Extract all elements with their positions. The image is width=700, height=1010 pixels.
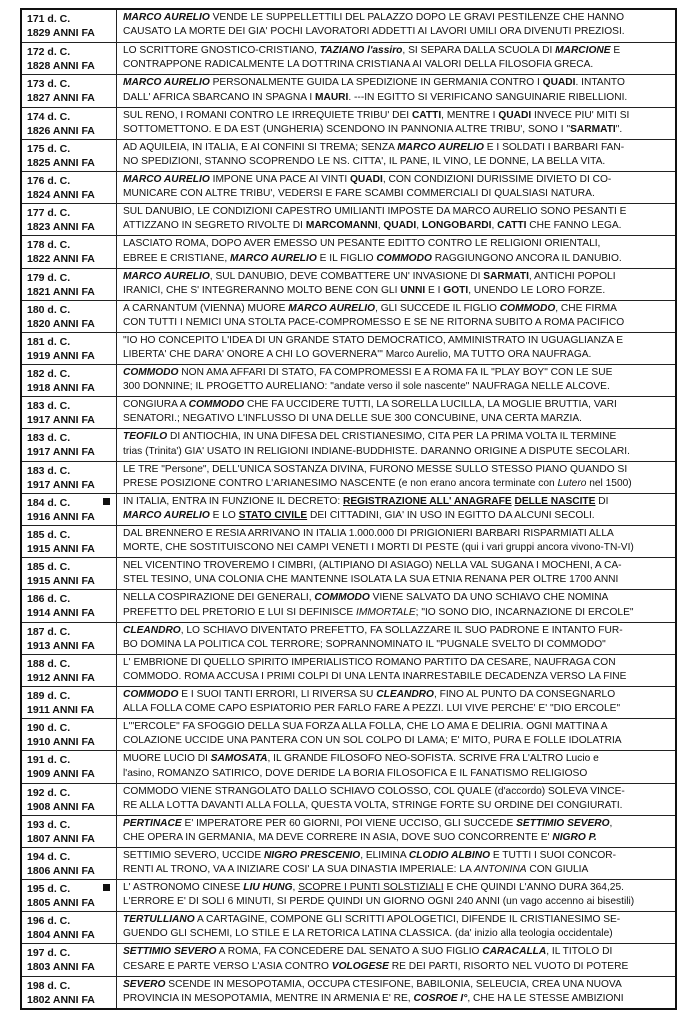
years-ago-label: 1807 ANNI FA: [27, 832, 95, 845]
table-row: [22, 461, 675, 493]
date-cell: [22, 365, 117, 396]
years-ago-label: 1825 ANNI FA: [27, 156, 95, 169]
years-ago-label: 1910 ANNI FA: [27, 736, 95, 749]
event-line: TEOFILO DI ANTIOCHIA, IN UNA DIFESA DEL CRISTIANESIMO, CITA PER LA PRIMA VOLTA IL TERMINE: [123, 431, 617, 443]
year-label: 172 d. C.: [27, 46, 71, 59]
years-ago-label: 1826 ANNI FA: [27, 124, 95, 137]
year-label: 178 d. C.: [27, 239, 71, 252]
event-text: [117, 977, 675, 1008]
event-line: GUENDO GLI SCHEMI, LO STILE E LA RETORICA LATINA CLASSICA. (da' inizio alla teologia occidentale): [123, 928, 613, 940]
date-cell: [22, 880, 117, 911]
event-line: ALLA FOLLA COME CAPO ESPIATORIO PER FARLO FARE A PEZZI. LUI VIVE PERCHE' E' "DIO ERCOLE": [123, 703, 621, 715]
event-line: CHE OPERA IN GERMANIA, MA DEVE CORRERE IN ASIA, DOVE SUO CONCORRENTE E' NIGRO P.: [123, 831, 597, 843]
years-ago-label: 1916 ANNI FA: [27, 510, 95, 523]
event-line: A CARNANTUM (VIENNA) MUORE MARCO AURELIO, GLI SUCCEDE IL FIGLIO COMMODO, CHE FIRMA: [123, 302, 617, 314]
table-row: [22, 171, 675, 203]
years-ago-label: 1909 ANNI FA: [27, 768, 95, 781]
years-ago-label: 1804 ANNI FA: [27, 929, 95, 942]
event-line: NO SPEDIZIONI, STANNO SCOPRENDO LE NS. CITTA', IL PANE, IL VINO, LE DONNE, LA BELLA VITA.: [123, 155, 606, 167]
year-label: 182 d. C.: [27, 368, 71, 381]
table-row: [22, 654, 675, 686]
event-line: RENTI AL TRONO, VA A INIZIARE COSI' LA SUA DINASTIA IMPERIALE: LA ANTONINA CON GIULIA: [123, 864, 589, 876]
table-row: [22, 428, 675, 460]
event-line: l'asino, ROMANZO SATIRICO, DOVE DERIDE LA BORIA FILOSOFICA E IL FANATISMO RELIGIOSO: [123, 767, 588, 779]
event-line: L' ASTRONOMO CINESE LIU HUNG, SCOPRE I PUNTI SOLSTIZIALI E CHE QUINDI L'ANNO DURA 364,25.: [123, 882, 624, 894]
event-text: [117, 623, 675, 654]
event-text: [117, 301, 675, 332]
event-text: [117, 333, 675, 364]
event-line: MARCO AURELIO PERSONALMENTE GUIDA LA SPEDIZIONE IN GERMANIA CONTRO I QUADI. INTANTO: [123, 77, 625, 89]
year-label: 177 d. C.: [27, 207, 71, 220]
table-row: [22, 847, 675, 879]
date-cell: [22, 204, 117, 235]
event-line: SEVERO SCENDE IN MESOPOTAMIA, OCCUPA CTESIFONE, BABILONIA, SELEUCIA, CREA UNA NUOVA: [123, 978, 622, 990]
event-line: PRESE POSIZIONE CONTRO L'ARIANESIMO NASCENTE (e non erano ancora terminate con Lutero nel 1500): [123, 477, 632, 489]
year-label: 185 d. C.: [27, 561, 71, 574]
event-text: [117, 108, 675, 139]
year-label: 180 d. C.: [27, 303, 71, 316]
date-cell: [22, 10, 117, 42]
event-line: PROVINCIA IN MESOPOTAMIA, MENTRE IN ARMENIA E' RE, COSROE I°, CHE HA LE STESSE AMBIZIONI: [123, 992, 624, 1004]
table-row: [22, 42, 675, 74]
event-line: IN ITALIA, ENTRA IN FUNZIONE IL DECRETO: REGISTRAZIONE ALL' ANAGRAFE DELLE NASCITE DI: [123, 495, 609, 507]
table-row: [22, 622, 675, 654]
event-text: [117, 236, 675, 267]
event-line: MUNICARE CON ALTRE TRIBU', VEDERSI E FARE SCAMBI COMMERCIALI DI QUALSIASI NATURA.: [123, 188, 595, 200]
event-line: LIBERTA' CHE DARA' ONORE A CHI LO GOVERNERA'" Marco Aurelio, MA TUTTO ORA NAUFRAGA.: [123, 349, 592, 361]
event-line: COLAZIONE UCCIDE UNA PANTERA CON UN SOL COLPO DI LAMA; E' MITO, PURA E FOLLE IDOLATRIA: [123, 735, 622, 747]
date-cell: [22, 494, 117, 525]
event-text: [117, 397, 675, 428]
table-row: [22, 493, 675, 525]
event-line: COMMODO E I SUOI TANTI ERRORI, LI RIVERSA SU CLEANDRO, FINO AL PUNTO DA CONSEGNARLO: [123, 688, 616, 700]
date-cell: [22, 590, 117, 621]
date-cell: [22, 333, 117, 364]
years-ago-label: 1806 ANNI FA: [27, 864, 95, 877]
year-label: 171 d. C.: [27, 13, 71, 25]
table-row: [22, 525, 675, 557]
date-cell: [22, 784, 117, 815]
year-label: 195 d. C.: [27, 883, 71, 896]
event-line: SENATORI.; NEGATIVO L'INFLUSSO DI UNA DELLE SUE 300 CONCUBINE, UNA CERTA MARZIA.: [123, 413, 582, 425]
date-cell: [22, 848, 117, 879]
year-label: 197 d. C.: [27, 947, 71, 960]
date-cell: [22, 977, 117, 1008]
year-label: 188 d. C.: [27, 657, 71, 670]
event-text: [117, 719, 675, 750]
years-ago-label: 1917 ANNI FA: [27, 478, 95, 491]
event-line: SOTTOMETTONO. E DA EST (UNGHERIA) SCENDONO IN PANNONIA ALTRE TRIBU', SONO I "SARMATI".: [123, 123, 623, 135]
event-line: "IO HO CONCEPITO L'IDEA DI UN GRANDE STATO DEMOCRATICO, AMMINISTRATO IN UGUAGLIANZA E: [123, 334, 624, 346]
event-line: L'"ERCOLE" FA SFOGGIO DELLA SUA FORZA ALLA FOLLA, CHE LO AMA E DELIRIA. OGNI MATTINA A: [123, 721, 608, 733]
table-row: [22, 783, 675, 815]
event-text: [117, 655, 675, 686]
year-label: 187 d. C.: [27, 625, 71, 638]
year-label: 181 d. C.: [27, 335, 71, 348]
event-line: 300 DONNINE; IL PROGETTO AURELIANO: "andate verso il sole nascente" NAUFRAGA NELLE ALCOVE.: [123, 381, 610, 393]
event-line: LASCIATO ROMA, DOPO AVER EMESSO UN PESANTE EDITTO CONTRO LE RELIGIONI ORIENTALI,: [123, 238, 601, 250]
event-text: [117, 944, 675, 975]
years-ago-label: 1829 ANNI FA: [27, 27, 95, 39]
event-text: [117, 848, 675, 879]
table-row: [22, 557, 675, 589]
year-label: 189 d. C.: [27, 689, 71, 702]
event-line: PERTINACE E' IMPERATORE PER 60 GIORNI, POI VIENE UCCISO, GLI SUCCEDE SETTIMIO SEVERO,: [123, 817, 613, 829]
table-row: [22, 10, 675, 42]
date-cell: [22, 558, 117, 589]
year-label: 183 d. C.: [27, 400, 71, 413]
event-line: RE ALLA LOTTA DAVANTI ALLA FOLLA, QUESTA VOLTA, STRINGE FORTE SU ORDINE DEI CONGIURATI.: [123, 799, 623, 811]
table-row: [22, 235, 675, 267]
date-cell: [22, 269, 117, 300]
event-text: [117, 751, 675, 782]
years-ago-label: 1828 ANNI FA: [27, 60, 95, 73]
event-text: [117, 140, 675, 171]
event-text: [117, 880, 675, 911]
event-line: DAL BRENNERO E RESIA ARRIVANO IN ITALIA 1.000.000 DI PRIGIONIERI BARBARI RISPARMIATI ALLA: [123, 528, 614, 539]
years-ago-label: 1914 ANNI FA: [27, 607, 95, 620]
table-row: [22, 686, 675, 718]
event-text: [117, 590, 675, 621]
event-line: AD AQUILEIA, IN ITALIA, E AI CONFINI SI TREMA; SENZA MARCO AURELIO E I SOLDATI I BARBARI FAN-: [123, 141, 625, 153]
event-text: [117, 687, 675, 718]
year-label: 183 d. C.: [27, 464, 71, 477]
table-row: [22, 74, 675, 106]
years-ago-label: 1919 ANNI FA: [27, 349, 95, 362]
year-label: 191 d. C.: [27, 754, 71, 767]
years-ago-label: 1912 ANNI FA: [27, 671, 95, 684]
date-cell: [22, 75, 117, 106]
years-ago-label: 1822 ANNI FA: [27, 253, 95, 266]
years-ago-label: 1820 ANNI FA: [27, 317, 95, 330]
event-line: CLEANDRO, LO SCHIAVO DIVENTATO PREFETTO, FA SOLLAZZARE IL SUO PADRONE E INTANTO FUR-: [123, 624, 623, 636]
date-cell: [22, 655, 117, 686]
year-label: 173 d. C.: [27, 78, 71, 91]
date-cell: [22, 43, 117, 74]
year-label: 193 d. C.: [27, 818, 71, 831]
year-label: 183 d. C.: [27, 432, 71, 445]
years-ago-label: 1805 ANNI FA: [27, 897, 95, 910]
table-row: [22, 332, 675, 364]
table-row: [22, 815, 675, 847]
years-ago-label: 1803 ANNI FA: [27, 961, 95, 974]
event-text: [117, 43, 675, 74]
table-row: [22, 750, 675, 782]
event-line: CONGIURA A COMMODO CHE FA UCCIDERE TUTTI, LA SORELLA LUCILLA, LA MOGLIE BRUTTIA, VARI: [123, 399, 617, 411]
table-row: [22, 396, 675, 428]
event-text: [117, 462, 675, 493]
year-label: 174 d. C.: [27, 110, 71, 123]
event-line: CAUSATO LA MORTE DEI GIA' POCHI LAVORATORI ADDETTI AI LAVORI UMILI ORA DIVENUTI PREZIOSI.: [123, 26, 625, 38]
table-row: [22, 139, 675, 171]
table-row: [22, 718, 675, 750]
event-line: MARCO AURELIO IMPONE UNA PACE AI VINTI QUADI, CON CONDIZIONI DURISSIME DIVIETO DI CO-: [123, 173, 612, 185]
event-text: [117, 75, 675, 106]
date-cell: [22, 526, 117, 557]
years-ago-label: 1824 ANNI FA: [27, 188, 95, 201]
event-line: IRANICI, CHE S' INTEGRERANNO MOLTO BENE CON GLI UNNI E I GOTI, UNENDO LE LORO FORZE.: [123, 284, 606, 296]
event-line: LO SCRITTORE GNOSTICO-CRISTIANO, TAZIANO l'assiro, SI SEPARA DALLA SCUOLA DI MARCIONE E: [123, 45, 621, 57]
table-row: [22, 879, 675, 911]
event-line: SUL RENO, I ROMANI CONTRO LE IRREQUIETE TRIBU' DEI CATTI, MENTRE I QUADI INVECE PIU' MITI SI: [123, 109, 630, 121]
event-line: TERTULLIANO A CARTAGINE, COMPONE GLI SCRITTI APOLOGETICI, DIFENDE IL CRISTIANESIMO SE-: [123, 914, 621, 926]
event-text: [117, 172, 675, 203]
date-cell: [22, 719, 117, 750]
event-line: CONTRAPPONE RADICALMENTE LA DOTTRINA CRISTIANA AI VALORI DELLA FILOSOFIA GRECA.: [123, 59, 594, 71]
event-text: [117, 526, 675, 557]
event-text: [117, 269, 675, 300]
event-line: SUL DANUBIO, LE CONDIZIONI CAPESTRO UMILIANTI IMPOSTE DA MARCO AURELIO SONO PESANTI E: [123, 206, 627, 218]
years-ago-label: 1908 ANNI FA: [27, 800, 95, 813]
event-line: MARCO AURELIO E LO STATO CIVILE DEI CITTADINI, GIA' IN USO IN EGITTO DA ALCUNI SECOLI.: [123, 510, 595, 522]
years-ago-label: 1802 ANNI FA: [27, 993, 95, 1006]
event-text: [117, 429, 675, 460]
table-row: [22, 364, 675, 396]
years-ago-label: 1917 ANNI FA: [27, 446, 95, 459]
date-cell: [22, 397, 117, 428]
event-line: LE TRE "Persone", DELL'UNICA SOSTANZA DIVINA, FURONO MESSE SULLO STESSO PIANO QUANDO SI: [123, 463, 628, 475]
table-row: [22, 107, 675, 139]
table-row: [22, 589, 675, 621]
event-line: ATTIZZANO IN SEGRETO RIVOLTE DI MARCOMANNI, QUADI, LONGOBARDI, CATTI CHE FANNO LEGA.: [123, 220, 622, 232]
year-label: 194 d. C.: [27, 850, 71, 863]
event-text: [117, 365, 675, 396]
event-line: COMMODO VIENE STRANGOLATO DALLO SCHIAVO COLOSSO, COL QUALE (d'accordo) SOLEVA VINCE-: [123, 785, 625, 797]
event-line: trias (Trinita') GIA' USATO IN RELIGIONI INDIANE-BUDDHISTE. DARANNO ORIGINE A DISPUTE SECOLARI.: [123, 445, 630, 457]
event-line: BO DOMINA LA POLITICA COL TERRORE; SOPRANNOMINATO IL "PUGNALE SVELTO DI COMMODO": [123, 638, 606, 650]
event-line: SETTIMIO SEVERO A ROMA, FA CONCEDERE DAL SENATO A SUO FIGLIO CARACALLA, IL TITOLO DI: [123, 946, 613, 958]
date-cell: [22, 429, 117, 460]
date-cell: [22, 301, 117, 332]
event-line: CESARE E PARTE VERSO L'ASIA CONTRO VOLOGESE RE DEI PARTI, RISORTO NEL VUOTO DI POTERE: [123, 960, 629, 972]
event-text: [117, 494, 675, 525]
years-ago-label: 1911 ANNI FA: [27, 703, 95, 716]
event-line: NEL VICENTINO TROVEREMO I CIMBRI, (ALTIPIANO DI ASIAGO) NELLA VAL SUGANA I MOCHENI, A CA-: [123, 560, 622, 572]
year-label: 175 d. C.: [27, 142, 71, 155]
bullet-square-icon: [103, 498, 110, 505]
date-cell: [22, 687, 117, 718]
date-cell: [22, 108, 117, 139]
event-line: PREFETTO DEL PRETORIO E LUI SI DEFINISCE IMMORTALE; "IO SONO DIO, INCARNAZIONE DI ERCOLE": [123, 606, 634, 618]
chronology-table: [20, 8, 677, 1010]
event-line: COMMODO. ROMA ACCUSA I PRIMI COLPI DI UNA LENTA INARRESTABILE DECADENZA VERSO LA FINE: [123, 670, 627, 682]
event-line: L' EMBRIONE DI QUELLO SPIRITO IMPERIALISTICO ROMANO PARTITO DA CESARE, NAUFRAGA CON: [123, 656, 616, 668]
table-row: [22, 976, 675, 1008]
table-row: [22, 203, 675, 235]
bullet-square-icon: [103, 884, 110, 891]
years-ago-label: 1917 ANNI FA: [27, 414, 95, 427]
event-text: [117, 784, 675, 815]
table-row: [22, 943, 675, 975]
event-line: NELLA COSPIRAZIONE DEI GENERALI, COMMODO VIENE SALVATO DA UNO SCHIAVO CHE NOMINA: [123, 592, 609, 604]
event-text: [117, 912, 675, 943]
event-line: CON TUTTI I NEMICI UNA STOLTA PACE-COMPROMESSO E SE NE RITORNA SUBITO A ROMA PACIFICO: [123, 316, 625, 328]
event-line: MARCO AURELIO, SUL DANUBIO, DEVE COMBATTERE UN' INVASIONE DI SARMATI, ANTICHI POPOLI: [123, 270, 616, 282]
years-ago-label: 1913 ANNI FA: [27, 639, 95, 652]
event-line: DALL' AFRICA SBARCANO IN SPAGNA I MAURI. ---IN EGITTO SI VERIFICANO SANGUINARIE RIBELLIONI.: [123, 91, 628, 103]
years-ago-label: 1915 ANNI FA: [27, 543, 95, 555]
event-text: [117, 204, 675, 235]
table-row: [22, 911, 675, 943]
date-cell: [22, 912, 117, 943]
date-cell: [22, 236, 117, 267]
year-label: 190 d. C.: [27, 722, 71, 735]
year-label: 176 d. C.: [27, 174, 71, 187]
date-cell: [22, 462, 117, 493]
year-label: 186 d. C.: [27, 593, 71, 606]
event-line: MUORE LUCIO DI SAMOSATA, IL GRANDE FILOSOFO NEO-SOFISTA. SCRIVE FRA L'ALTRO Lucio e: [123, 753, 599, 765]
table-row: [22, 268, 675, 300]
date-cell: [22, 140, 117, 171]
event-line: COMMODO NON AMA AFFARI DI STATO, FA COMPROMESSI E A ROMA FA IL "PLAY BOY" CON LE SUE: [123, 367, 613, 379]
date-cell: [22, 944, 117, 975]
year-label: 198 d. C.: [27, 979, 71, 992]
event-line: STEL TESINO, UNA COLONIA CHE MANTENNE ISOLATA LA SUA ETNIA RENANA PER OLTRE 1700 ANNI: [123, 574, 619, 586]
table-row: [22, 300, 675, 332]
event-text: [117, 10, 675, 42]
year-label: 179 d. C.: [27, 271, 71, 284]
year-label: 184 d. C.: [27, 496, 71, 509]
event-line: L'ERRORE E' DI SOLI 6 MINUTI, SI PERDE QUINDI UN GIORNO OGNI 240 ANNI (un vago accenno ai bisestili): [123, 896, 635, 908]
years-ago-label: 1821 ANNI FA: [27, 285, 95, 298]
year-label: 196 d. C.: [27, 915, 71, 928]
years-ago-label: 1915 ANNI FA: [27, 575, 95, 588]
year-label: 192 d. C.: [27, 786, 71, 799]
event-line: EBREE E CRISTIANE, MARCO AURELIO E IL FIGLIO COMMODO RAGGIUNGONO ANCORA IL DANUBIO.: [123, 252, 622, 264]
date-cell: [22, 623, 117, 654]
year-label: 185 d. C.: [27, 529, 71, 541]
date-cell: [22, 816, 117, 847]
date-cell: [22, 751, 117, 782]
event-line: MORTE, CHE SOSTITUISCONO NEI CAMPI VENETI I MORTI DI PESTE (qui i vari gruppi ancora vivono-TN-VI): [123, 542, 634, 554]
years-ago-label: 1823 ANNI FA: [27, 221, 95, 234]
date-cell: [22, 172, 117, 203]
years-ago-label: 1827 ANNI FA: [27, 92, 95, 105]
years-ago-label: 1918 ANNI FA: [27, 382, 95, 395]
event-text: [117, 558, 675, 589]
event-line: SETTIMIO SEVERO, UCCIDE NIGRO PRESCENIO, ELIMINA CLODIO ALBINO E TUTTI I SUOI CONCOR-: [123, 849, 617, 861]
event-text: [117, 816, 675, 847]
event-line: MARCO AURELIO VENDE LE SUPPELLETTILI DEL PALAZZO DOPO LE GRAVI PESTILENZE CHE HANNO: [123, 12, 624, 23]
